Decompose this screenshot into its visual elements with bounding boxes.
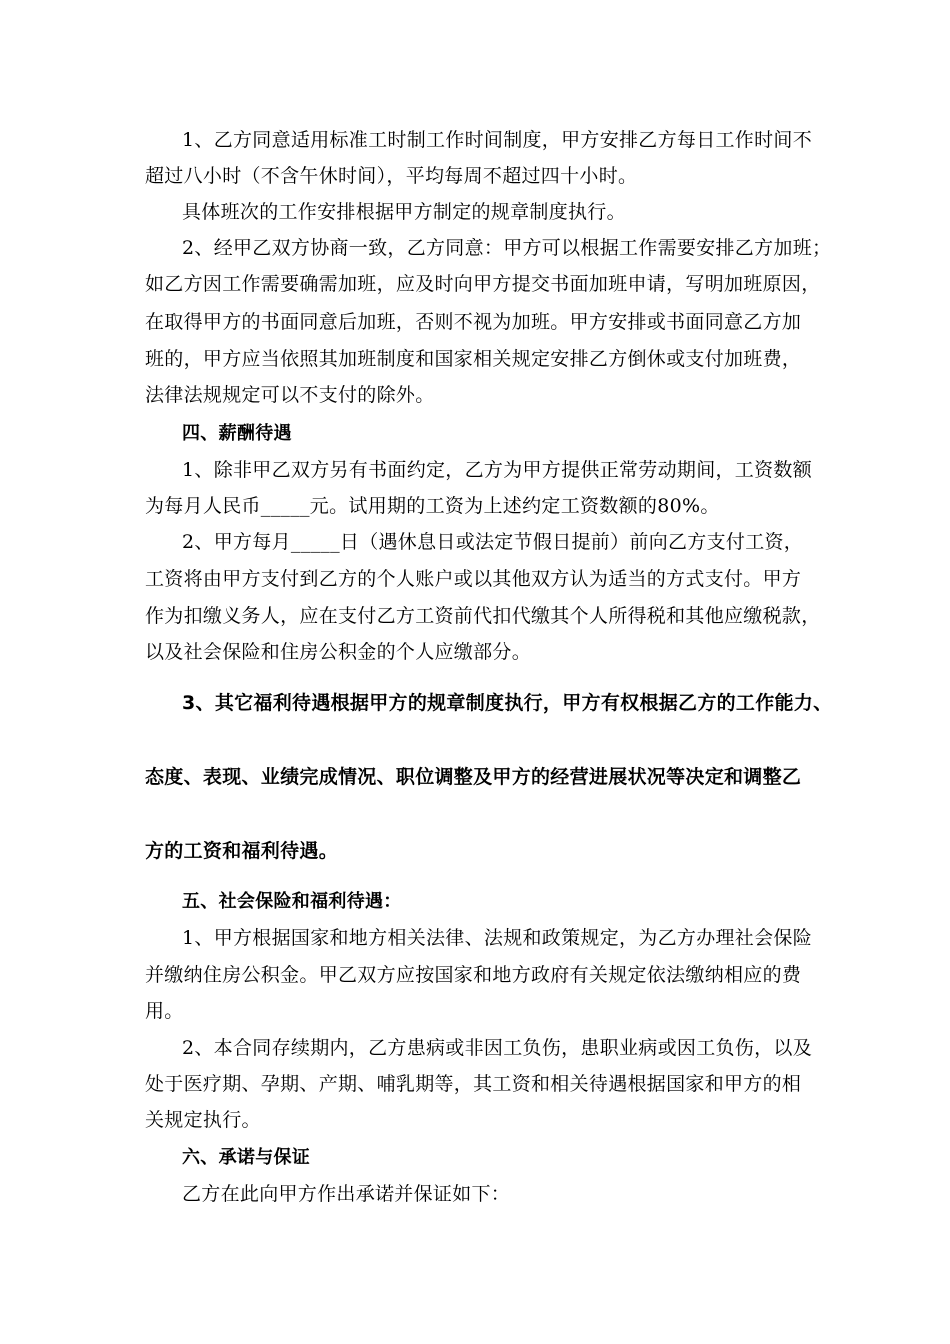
- paragraph-line: 关规定执行。: [145, 1109, 261, 1131]
- paragraph-line: 在取得甲方的书面同意后加班，否则不视为加班。甲方安排或书面同意乙方加: [145, 311, 802, 333]
- paragraph-line: 作为扣缴义务人，应在支付乙方工资前代扣代缴其个人所得税和其他应缴税款，: [145, 605, 821, 627]
- paragraph-line: 1、甲方根据国家和地方相关法律、法规和政策规定，为乙方办理社会保险: [182, 927, 812, 949]
- paragraph-line: 2、经甲乙双方协商一致，乙方同意：甲方可以根据工作需要安排乙方加班；: [182, 237, 832, 259]
- paragraph-line: 具体班次的工作安排根据甲方制定的规章制度执行。: [182, 201, 626, 223]
- paragraph-line: 以及社会保险和住房公积金的个人应缴部分。: [145, 641, 532, 663]
- paragraph-line: 方的工资和福利待遇。: [145, 840, 339, 862]
- paragraph-line: 乙方在此向甲方作出承诺并保证如下：: [182, 1183, 511, 1205]
- paragraph-line: 1、乙方同意适用标准工时制工作时间制度，甲方安排乙方每日工作时间不: [182, 129, 812, 151]
- paragraph-line: 班的，甲方应当依照其加班制度和国家相关规定安排乙方倒休或支付加班费，: [145, 348, 802, 370]
- paragraph-line: 态度、表现、业绩完成情况、职位调整及甲方的经营进展状况等决定和调整乙: [145, 766, 802, 788]
- paragraph-line: 2、本合同存续期内，乙方患病或非因工负伤，患职业病或因工负伤，以及: [182, 1037, 812, 1059]
- section-heading: 六、承诺与保证: [182, 1147, 311, 1168]
- paragraph-line: 1、除非甲乙双方另有书面约定，乙方为甲方提供正常劳动期间，工资数额: [182, 459, 812, 481]
- paragraph-line: 2、甲方每月_____日（遇休息日或法定节假日提前）前向乙方支付工资，: [182, 531, 804, 553]
- paragraph-line: 3、其它福利待遇根据甲方的规章制度执行，甲方有权根据乙方的工作能力、: [182, 692, 833, 714]
- paragraph-line: 用。: [145, 1000, 184, 1022]
- section-heading: 五、社会保险和福利待遇：: [182, 891, 402, 912]
- section-heading: 四、薪酬待遇: [182, 423, 292, 444]
- paragraph-line: 超过八小时（不含午休时间），平均每周不超过四十小时。: [145, 165, 638, 187]
- paragraph-line: 为每月人民币_____元。试用期的工资为上述约定工资数额的80%。: [145, 495, 720, 517]
- paragraph-line: 处于医疗期、孕期、产期、哺乳期等，其工资和相关待遇根据国家和甲方的相: [145, 1073, 802, 1095]
- paragraph-line: 如乙方因工作需要确需加班，应及时向甲方提交书面加班申请，写明加班原因，: [145, 273, 821, 295]
- paragraph-line: 并缴纳住房公积金。甲乙双方应按国家和地方政府有关规定依法缴纳相应的费: [145, 964, 802, 986]
- paragraph-line: 法律法规规定可以不支付的除外。: [145, 384, 435, 406]
- paragraph-line: 工资将由甲方支付到乙方的个人账户或以其他双方认为适当的方式支付。甲方: [145, 568, 802, 590]
